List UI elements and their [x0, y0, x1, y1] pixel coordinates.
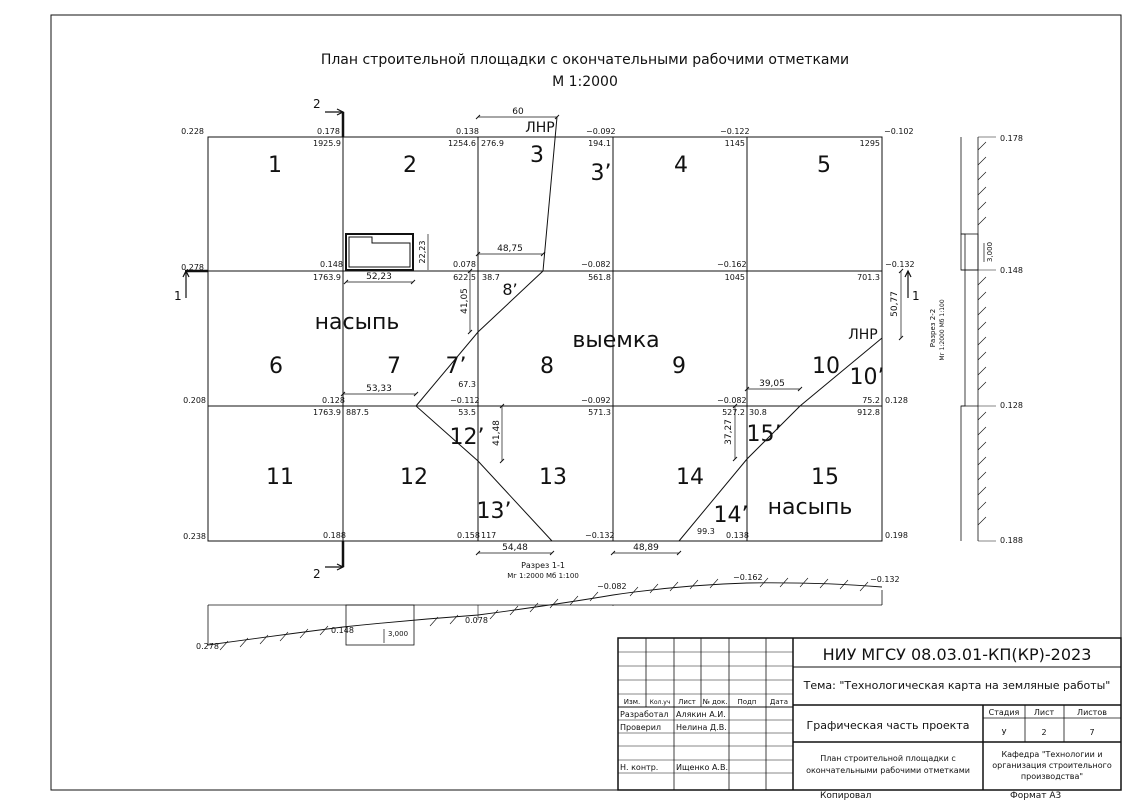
vol-b3: 38.7 [482, 273, 500, 282]
square-13: 13 [539, 465, 567, 490]
vol-c5: 527.2 [722, 408, 745, 417]
stamp-sheet-header: Лист [1033, 708, 1055, 717]
mark-r1-c4: −0.092 [586, 127, 616, 136]
square-11: 11 [266, 465, 294, 490]
fill-zone-label-top: насыпь [314, 310, 400, 335]
vol-a6: 1295 [859, 139, 880, 148]
mark-r1-c3: 0.138 [456, 127, 479, 136]
section-2-mark-2: 0.148 [1000, 266, 1023, 275]
dim-41-48: 41,48 [492, 420, 502, 446]
dim-50-77: 50,77 [890, 291, 900, 317]
section-1-mark-1: 0.278 [196, 642, 219, 651]
mark-r2-c6: −0.132 [885, 260, 915, 269]
dim-53-33: 53,33 [366, 384, 392, 394]
mark-r3-c1: 0.208 [183, 396, 206, 405]
section-2-depth: 3,000 [986, 241, 994, 263]
square-14: 14 [676, 465, 704, 490]
vol-a1: 1925.9 [313, 139, 341, 148]
section-2-scale: Мг 1:2000 Мб 1:100 [939, 299, 946, 361]
mark-r4-c1: 0.238 [183, 532, 206, 541]
vol-a4: 194.1 [588, 139, 611, 148]
section-2-2-profile [961, 137, 996, 541]
section-2-mark-1: 0.178 [1000, 134, 1023, 143]
square-15-prime: 15’ [746, 422, 782, 447]
vol-b2: 622.5 [453, 273, 476, 282]
stamp-sheets: 7 [1089, 728, 1095, 737]
square-10: 10 [812, 354, 840, 379]
square-2: 2 [403, 153, 417, 178]
dim-39-05: 39,05 [759, 379, 785, 389]
footer-copied: Копировал [820, 791, 872, 800]
building-outline [346, 234, 413, 270]
vol-a3: 276.9 [481, 139, 504, 148]
stamp-dept-1: Кафедра "Технологии и [1001, 750, 1103, 759]
stamp-header-cols [624, 698, 788, 706]
zero-line-label-top: ЛНР [525, 120, 555, 136]
footer-format: Формат А3 [1010, 791, 1062, 800]
square-8: 8 [540, 354, 554, 379]
square-3: 3 [530, 143, 544, 168]
mark-r1-c2: 0.178 [317, 127, 340, 136]
square-7: 7 [387, 354, 401, 379]
stamp-name-developed: Алякин А.И. [676, 710, 726, 719]
square-3-prime: 3’ [590, 161, 612, 186]
stamp-name-checked: Нелина Д.В. [676, 723, 727, 732]
mark-r2-c4: −0.082 [581, 260, 611, 269]
mark-r4-c6: 0.198 [885, 531, 908, 540]
mark-r3-c3: −0.112 [450, 396, 480, 405]
plan-title: План строительной площадки с окончательными рабочими отметками [320, 52, 850, 68]
dim-52-23: 52,23 [366, 272, 392, 282]
stamp-role-norm: Н. контр. [620, 763, 659, 772]
square-4: 4 [674, 153, 688, 178]
svg-text:Лист: Лист [678, 698, 696, 706]
section-1-mark-2: 0.148 [331, 626, 354, 635]
square-15: 15 [811, 465, 839, 490]
square-6: 6 [269, 354, 283, 379]
square-13-prime: 13’ [476, 499, 512, 524]
vol-c6: 30.8 [749, 408, 767, 417]
section-1-mark-4: −0.082 [597, 582, 627, 591]
vol-d3: 99.3 [697, 527, 715, 536]
stamp-name-norm: Ищенко А.В. [676, 763, 728, 772]
stamp-role-checked: Проверил [620, 723, 662, 732]
vol-c4: 571.3 [588, 408, 611, 417]
svg-text:№ док.: № док. [702, 698, 728, 706]
square-14-prime: 14’ [713, 503, 749, 528]
stamp-stage: У [1001, 728, 1007, 737]
stamp-sheet: 2 [1041, 728, 1047, 737]
vol-b5: 1045 [724, 273, 745, 282]
svg-text:Изм.: Изм. [623, 698, 641, 706]
mark-r3-c6: 0.128 [885, 396, 908, 405]
section-1-mark-left: 1 [174, 289, 182, 303]
dim-22-23: 22,23 [418, 240, 427, 264]
stamp-dept-3: производства" [1020, 772, 1084, 781]
vol-c3: 53.5 [458, 408, 476, 417]
vol-c8: 912.8 [857, 408, 880, 417]
stamp-role-developed: Разработал [620, 710, 669, 719]
mark-r2-c2: 0.148 [320, 260, 343, 269]
section-1-mark-right: 1 [912, 289, 920, 303]
section-1-title: Разрез 1-1 [521, 561, 565, 570]
mark-r1-c1: 0.228 [181, 127, 204, 136]
section-2-mark-4: 0.188 [1000, 536, 1023, 545]
stamp-code: НИУ МГСУ 08.03.01-КП(КР)-2023 [822, 645, 1092, 664]
stamp-dept-2: организация строительного [992, 761, 1112, 770]
stamp-drawing-name-1: План строительной площадки с [820, 754, 956, 763]
stamp-theme: Тема: "Технологическая карта на земляные работы" [803, 679, 1111, 692]
mark-r1-c6: −0.102 [884, 127, 914, 136]
vol-b4: 561.8 [588, 273, 611, 282]
section-1-mark-3: 0.078 [465, 616, 488, 625]
vol-c2: 887.5 [346, 408, 369, 417]
svg-text:Дата: Дата [769, 698, 789, 706]
vol-a5: 1145 [724, 139, 745, 148]
mark-r4-c2: 0.188 [323, 531, 346, 540]
section-1-mark-6: −0.132 [870, 575, 900, 584]
vol-b1: 1763.9 [313, 273, 341, 282]
dim-54-48: 54,48 [502, 543, 528, 553]
cut-zone-label: выемка [572, 328, 660, 353]
vol-c7: 75.2 [862, 396, 880, 405]
section-1-mark-5: −0.162 [733, 573, 763, 582]
stamp-sheets-header: Листов [1077, 708, 1107, 717]
square-5: 5 [817, 153, 831, 178]
dim-37-27: 37,27 [724, 419, 734, 445]
vol-d2: 117 [481, 531, 497, 540]
mark-r3-c5: −0.082 [717, 396, 747, 405]
section-2-title: Разрез 2-2 [929, 308, 937, 348]
section-2-mark-3: 0.128 [1000, 401, 1023, 410]
stamp-drawing-name-2: окончательными рабочими отметками [806, 766, 970, 775]
zero-line-label-right: ЛНР [848, 327, 878, 343]
square-9: 9 [672, 354, 686, 379]
vol-a2: 1254.6 [448, 139, 476, 148]
mark-r2-c1: 0.278 [181, 263, 204, 272]
mark-r3-c2: 0.128 [322, 396, 345, 405]
section-2-mark-bottom: 2 [313, 567, 321, 581]
square-10-prime: 10’ [849, 365, 885, 390]
plan-scale: М 1:2000 [552, 74, 618, 90]
dim-48-89: 48,89 [633, 543, 659, 553]
stamp-stage-header: Стадия [988, 708, 1020, 717]
square-8-prime: 8’ [502, 280, 518, 299]
vol-d1: 67.3 [458, 380, 476, 389]
mark-r4-c5: 0.138 [726, 531, 749, 540]
dim-41-05: 41,05 [460, 288, 470, 314]
fill-zone-label-bottom: насыпь [767, 495, 853, 520]
square-12-prime: 12’ [449, 425, 485, 450]
square-12: 12 [400, 465, 428, 490]
mark-r4-c4: −0.132 [585, 531, 615, 540]
square-7-prime: 7’ [445, 354, 467, 379]
square-1: 1 [268, 153, 282, 178]
mark-r1-c5: −0.122 [720, 127, 750, 136]
stamp-section-name: Графическая часть проекта [806, 719, 970, 732]
section-2-mark-top: 2 [313, 97, 321, 111]
mark-r2-c5: −0.162 [717, 260, 747, 269]
svg-text:Кол.уч: Кол.уч [649, 699, 671, 706]
mark-r2-c3: 0.078 [453, 260, 476, 269]
dim-60: 60 [512, 107, 524, 117]
dim-48-75: 48,75 [497, 244, 523, 254]
vol-c1: 1763.9 [313, 408, 341, 417]
svg-text:Подп: Подп [737, 698, 757, 706]
section-1-1-profile [208, 578, 882, 650]
section-1-depth: 3,000 [388, 630, 409, 638]
mark-r4-c3: 0.158 [457, 531, 480, 540]
vol-b6: 701.3 [857, 273, 880, 282]
section-1-scale: Мг 1:2000 Мб 1:100 [507, 572, 579, 580]
mark-r3-c4: −0.092 [581, 396, 611, 405]
